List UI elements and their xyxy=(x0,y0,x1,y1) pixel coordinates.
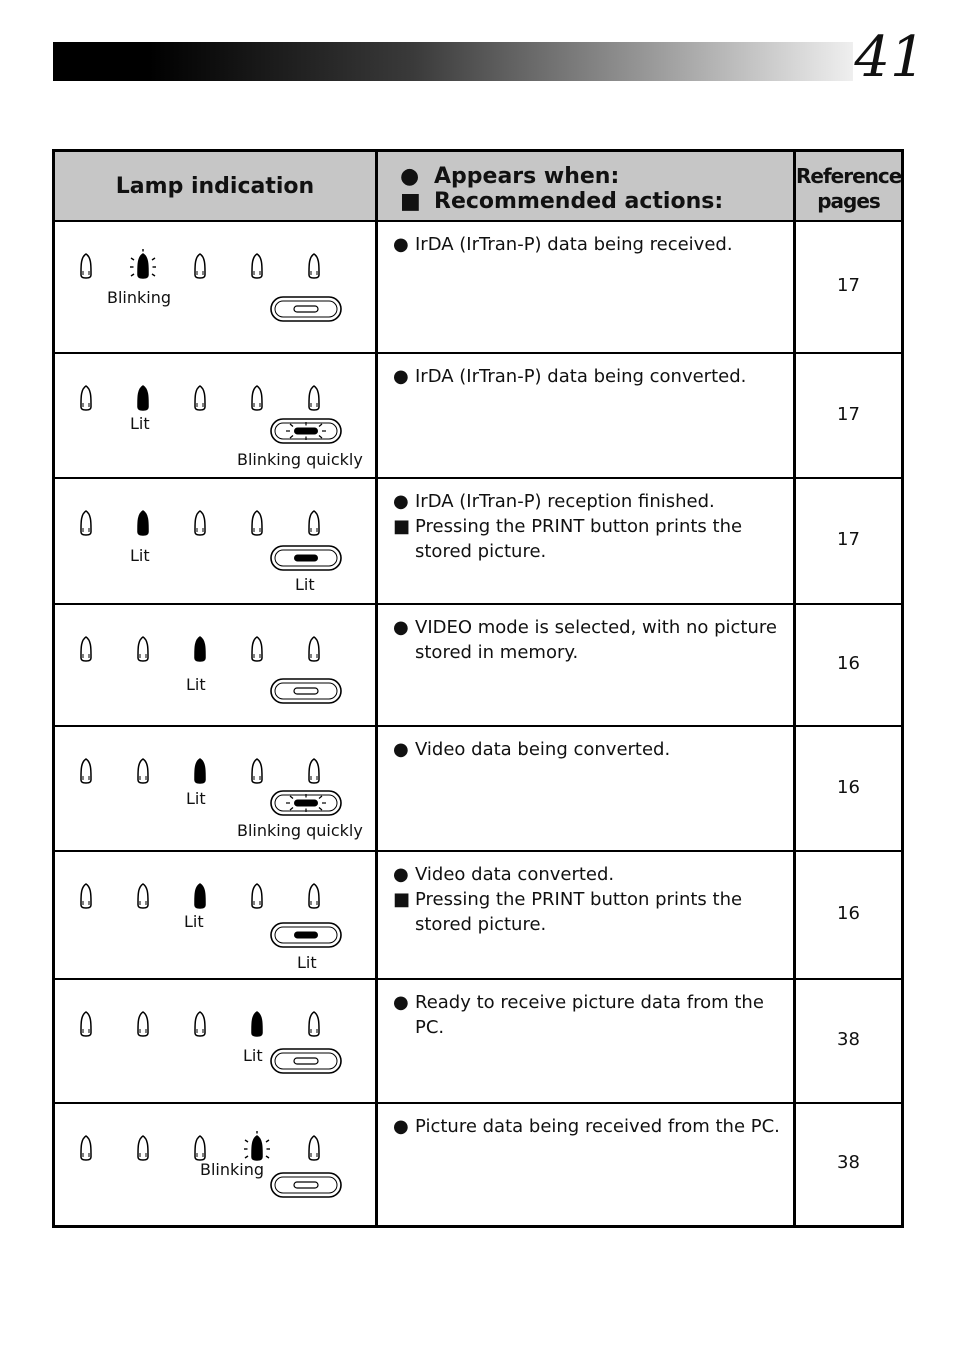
description-text: Video data converted. xyxy=(415,864,615,885)
appears-when-cell xyxy=(393,615,785,665)
appears-when-cell xyxy=(393,489,785,564)
lamp-off-icon xyxy=(306,509,322,539)
lamp-lit-icon xyxy=(192,757,208,787)
appears-when-text xyxy=(393,232,785,257)
appears-when-text xyxy=(393,489,785,514)
lamp-off-icon xyxy=(249,757,265,787)
lamp-off-icon xyxy=(78,1134,94,1164)
lamp-off-icon xyxy=(306,882,322,912)
print-button-blinking-icon xyxy=(270,790,342,816)
lamp-blinking-icon xyxy=(128,252,158,282)
header-recommended-actions: Recommended actions: xyxy=(434,189,724,214)
lamp-lit-icon xyxy=(192,635,208,665)
appears-when-text xyxy=(393,1114,785,1139)
lamp-indication-cell xyxy=(55,479,375,603)
lamp-lit-icon xyxy=(135,509,151,539)
description-text: IrDA (IrTran-P) data being received. xyxy=(415,234,733,255)
print-button-off-icon xyxy=(270,678,342,704)
lamp-state-label: Blinking xyxy=(200,1160,265,1179)
lamp-lit-icon xyxy=(249,1010,265,1040)
table-row xyxy=(55,852,901,980)
bullet-circle-icon: ● xyxy=(393,366,409,387)
lamp-off-icon xyxy=(249,252,265,282)
lamp-off-icon xyxy=(306,635,322,665)
lamp-indication-cell xyxy=(55,354,375,477)
header-gradient-bar xyxy=(53,42,853,81)
lamp-state-label: Lit xyxy=(184,912,204,931)
button-state-label: Lit xyxy=(295,575,315,594)
lamp-off-icon xyxy=(78,635,94,665)
lamp-off-icon xyxy=(135,635,151,665)
appears-when-cell xyxy=(393,364,785,389)
button-state-label: Lit xyxy=(297,953,317,972)
lamp-indication-cell xyxy=(55,222,375,352)
lamp-off-icon xyxy=(192,252,208,282)
table-row xyxy=(55,727,901,852)
header-appears-recommended xyxy=(400,164,723,214)
description-text: IrDA (IrTran-P) reception finished. xyxy=(415,491,715,512)
reference-page: 16 xyxy=(837,653,860,674)
lamp-state-label: Lit xyxy=(186,789,206,808)
appears-when-text xyxy=(393,615,785,665)
table-header xyxy=(55,152,901,222)
button-state-label: Blinking quickly xyxy=(237,821,363,840)
lamp-off-icon xyxy=(249,635,265,665)
appears-when-text xyxy=(393,364,785,389)
description-text: Ready to receive picture data from the PC. xyxy=(415,992,764,1038)
print-button-off-icon xyxy=(270,1172,342,1198)
print-button-lit-icon xyxy=(270,545,342,571)
lamp-indication-cell xyxy=(55,1104,375,1225)
lamp-lit-icon xyxy=(192,882,208,912)
bullet-circle-icon: ● xyxy=(393,864,409,885)
lamp-off-icon xyxy=(135,882,151,912)
description-text: VIDEO mode is selected, with no picture stored in memory. xyxy=(415,617,777,663)
lamp-off-icon xyxy=(135,1134,151,1164)
reference-page: 38 xyxy=(837,1029,860,1050)
lamp-off-icon xyxy=(135,1010,151,1040)
lamp-off-icon xyxy=(306,252,322,282)
bullet-circle-icon: ● xyxy=(393,491,409,512)
reference-page: 16 xyxy=(837,903,860,924)
description-text: Pressing the PRINT button prints the stored picture. xyxy=(415,889,743,935)
lamp-state-label: Lit xyxy=(130,546,150,565)
lamp-off-icon xyxy=(78,757,94,787)
lamp-off-icon xyxy=(78,252,94,282)
table-row xyxy=(55,980,901,1104)
recommended-action xyxy=(393,514,785,564)
appears-when-text xyxy=(393,862,785,887)
print-button-lit-icon xyxy=(270,922,342,948)
table-row xyxy=(55,222,901,354)
table-row xyxy=(55,1104,901,1225)
bullet-circle-icon: ● xyxy=(393,617,409,638)
lamp-indication-cell xyxy=(55,852,375,978)
lamp-off-icon xyxy=(249,882,265,912)
lamp-off-icon xyxy=(135,757,151,787)
lamp-off-icon xyxy=(306,1010,322,1040)
reference-page: 17 xyxy=(837,529,860,550)
column-divider xyxy=(793,152,796,1225)
bullet-square-icon: ■ xyxy=(400,189,421,214)
print-button-off-icon xyxy=(270,296,342,322)
lamp-state-label: Lit xyxy=(130,414,150,433)
header-reference-pages: Reference pages xyxy=(796,164,902,213)
bullet-circle-icon: ● xyxy=(393,992,409,1013)
lamp-state-label: Blinking xyxy=(107,288,172,307)
reference-page: 17 xyxy=(837,275,860,296)
page-number: 41 xyxy=(854,25,926,90)
appears-when-cell xyxy=(393,737,785,762)
lamp-off-icon xyxy=(249,384,265,414)
bullet-circle-icon: ● xyxy=(393,739,409,760)
bullet-square-icon: ■ xyxy=(393,516,411,537)
lamp-off-icon xyxy=(249,509,265,539)
lamp-off-icon xyxy=(192,384,208,414)
appears-when-text xyxy=(393,990,785,1040)
lamp-off-icon xyxy=(78,1010,94,1040)
description-text: IrDA (IrTran-P) data being converted. xyxy=(415,366,747,387)
reference-page: 17 xyxy=(837,404,860,425)
table-row xyxy=(55,354,901,479)
lamp-off-icon xyxy=(192,1010,208,1040)
appears-when-cell xyxy=(393,990,785,1040)
reference-page: 16 xyxy=(837,777,860,798)
header-lamp-indication: Lamp indication xyxy=(115,173,315,199)
lamp-indication-cell xyxy=(55,727,375,850)
lamp-off-icon xyxy=(306,1134,322,1164)
appears-when-cell xyxy=(393,232,785,257)
reference-page: 38 xyxy=(837,1152,860,1173)
appears-when-cell xyxy=(393,1114,785,1139)
table-row xyxy=(55,479,901,605)
description-text: Picture data being received from the PC. xyxy=(415,1116,780,1137)
print-button-off-icon xyxy=(270,1048,342,1074)
lamp-lit-icon xyxy=(135,384,151,414)
bullet-circle-icon: ● xyxy=(400,164,420,189)
lamp-indication-cell xyxy=(55,605,375,725)
table-row xyxy=(55,605,901,727)
lamp-off-icon xyxy=(306,384,322,414)
description-text: Pressing the PRINT button prints the stored picture. xyxy=(415,516,743,562)
lamp-state-label: Lit xyxy=(186,675,206,694)
lamp-off-icon xyxy=(192,509,208,539)
lamp-indication-table xyxy=(52,149,904,1228)
lamp-off-icon xyxy=(78,882,94,912)
lamp-off-icon xyxy=(306,757,322,787)
bullet-circle-icon: ● xyxy=(393,234,409,255)
button-state-label: Blinking quickly xyxy=(237,450,363,469)
print-button-blinking-icon xyxy=(270,418,342,444)
lamp-off-icon xyxy=(78,384,94,414)
lamp-state-label: Lit xyxy=(243,1046,263,1065)
column-divider xyxy=(375,152,378,1225)
recommended-action xyxy=(393,887,785,937)
bullet-circle-icon: ● xyxy=(393,1116,409,1137)
appears-when-cell xyxy=(393,862,785,937)
bullet-square-icon: ■ xyxy=(393,889,411,910)
description-text: Video data being converted. xyxy=(415,739,671,760)
appears-when-text xyxy=(393,737,785,762)
lamp-indication-cell xyxy=(55,980,375,1102)
header-appears-when: Appears when: xyxy=(434,164,620,189)
lamp-off-icon xyxy=(78,509,94,539)
